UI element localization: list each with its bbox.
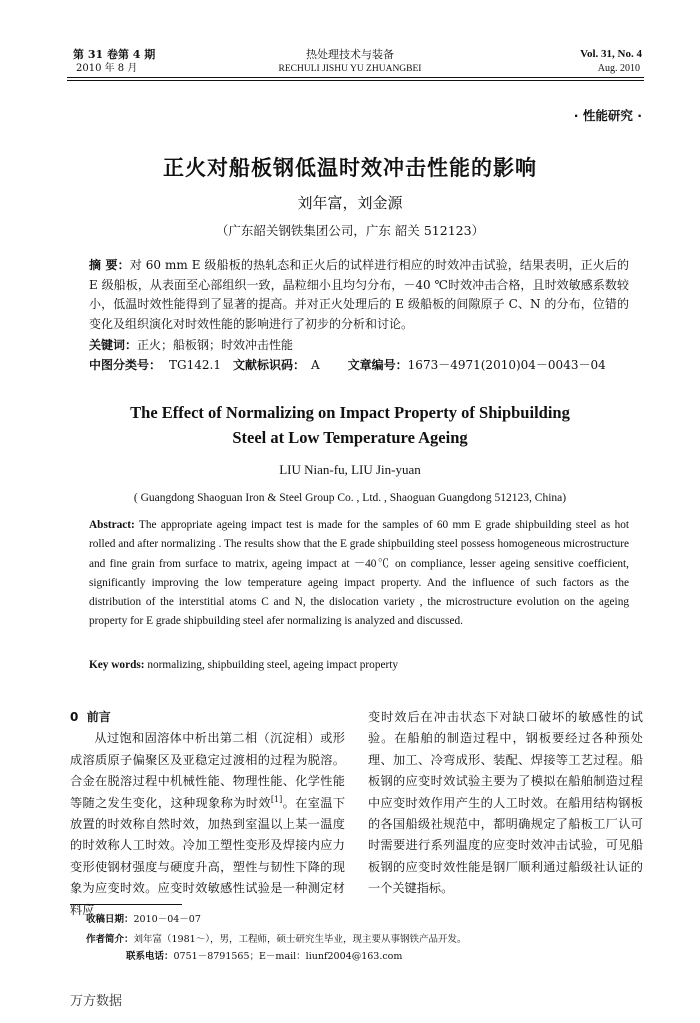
header-date: 2010 年 8 月 xyxy=(76,63,138,74)
contact-value: 0751－8791565；E－mail：liunf2004@163.com xyxy=(173,951,403,962)
received-value: 2010－04－07 xyxy=(133,914,201,925)
footnotes xyxy=(86,912,646,964)
body-right-column xyxy=(368,707,643,900)
keywords-en-text: normalizing, shipbuilding steel, ageing impact property xyxy=(144,659,399,671)
abstract-en xyxy=(89,516,629,632)
header-journal-cn: 热处理技术与装备 xyxy=(306,48,394,61)
abstract-en-text: The appropriate ageing impact test is made for the samples of 60 mm E grade shipbuilding steel as hot rolled and after normalizing . The results show that the E grade shipbuilding steel possess homogeneous microstructure and fine grain from surface to matrix, ageing impact at －40℃ on compliance, lesser ageing sensitive coefficient, significantly improving the low temperature ageing impact property. And the influence of such factors as the distribution of the interstitial atoms C and N, the dislocation variety , the microstructure evolution on the ageing property for E grade shipbuilding steel afer normalizing is analyzed and discussed. xyxy=(89,519,629,628)
clc-label: 中图分类号： xyxy=(89,358,162,372)
header-issue: 第 31 卷第 4 期 xyxy=(73,48,156,61)
doc-code-value: A xyxy=(310,358,320,372)
header-journal-en: RECHULI JISHU YU ZHUANGBEI xyxy=(278,64,422,74)
author-bio-value: 刘年富（1981～），男，工程师，硕士研究生毕业，现主要从事钢铁产品开发。 xyxy=(133,934,467,945)
section-title: 前言 xyxy=(86,710,111,724)
abstract-cn-label: 摘 要： xyxy=(89,258,130,272)
title-en-line2: Steel at Low Temperature Ageing xyxy=(232,428,468,447)
author-bio-line xyxy=(86,932,646,947)
received-line xyxy=(86,912,646,927)
intro-paragraph-1 xyxy=(70,728,345,921)
header-volume: Vol. 31, No. 4 xyxy=(580,48,642,60)
abstract-cn-text: 对 60 mm E 级船板的热轧态和正火后的试样进行相应的时效冲击试验，结果表明，正火后的 E 级船板，从表面至心部组织一致，晶粒细小且均匀分布，－40 ℃时效冲击合格，且时效敏感系数较小，低温时效性能得到了显著的提高。并对正火处理后的 E 级船板的间隙原子 C、N 的分布，位错的变化及组织演化对时效性能的影响进行了初步的分析和讨论。 xyxy=(89,258,629,331)
header-rule xyxy=(67,77,644,78)
section-heading xyxy=(70,707,345,728)
authors-en: LIU Nian-fu, LIU Jin-yuan xyxy=(279,462,421,477)
title-en-line1: The Effect of Normalizing on Impact Property of Shipbuilding xyxy=(130,403,570,422)
title-cn: 正火对船板钢低温时效冲击性能的影响 xyxy=(163,155,537,180)
intro-text-2: 。在室温下放置的时效称自然时效，加热到室温以上某一温度的时效称人工时效。冷加工塑性变形及焊接内应力变形使钢材强度与硬度升高，塑性与韧性下降的现象为应变时效。应变时效敏感性试验是一种测定材料应 xyxy=(70,795,346,917)
classification-line xyxy=(89,356,629,376)
section-number: 0 xyxy=(70,710,79,724)
watermark: 万方数据 xyxy=(70,994,123,1009)
contact-line xyxy=(86,949,646,964)
doc-code-label: 文献标识码： xyxy=(232,358,305,372)
footnote-rule xyxy=(70,904,182,905)
abstract-cn xyxy=(89,256,629,334)
authors-cn: 刘年富，刘金源 xyxy=(297,194,403,212)
author-bio-label: 作者简介： xyxy=(86,934,134,945)
citation-ref: [1] xyxy=(270,794,283,804)
article-no-value: 1673－4971(2010)04－0043－04 xyxy=(407,358,606,372)
abstract-en-label: Abstract: xyxy=(89,519,135,531)
affiliation-cn: （广东韶关钢铁集团公司，广东 韶关 512123） xyxy=(215,223,485,238)
keywords-cn-label: 关键词： xyxy=(89,338,138,352)
article-no-label: 文章编号： xyxy=(347,358,408,372)
header-rule-2 xyxy=(67,80,644,81)
intro-paragraph-continued: 变时效后在冲击状态下对缺口破坏的敏感性的试验。在船舶的制造过程中，钢板要经过各种预处理、加工、冷弯成形、装配、焊接等工艺过程。船板钢的应变时效试验主要为了模拟在船舶制造过程中应变时效作用产生的人工时效。在船用结构钢板的各国船级社规范中，都明确规定了船板工厂认可时需要进行系列温度的应变时效冲击试验，可见船板钢的应变时效性能是钢厂顺利通过船级社认证的一个关键指标。 xyxy=(368,710,643,896)
intro-text-1: 从过饱和固溶体中析出第二相（沉淀相）或形成溶质原子偏聚区及亚稳定过渡相的过程为脱溶。合金在脱溶过程中机械性能、物理性能、化学性能等随之发生变化，这种现象称为时效 xyxy=(70,731,345,810)
keywords-cn xyxy=(89,336,629,356)
section-tag: · 性能研究 · xyxy=(573,108,642,123)
received-label: 收稿日期： xyxy=(86,914,134,925)
body-left-column xyxy=(70,707,345,921)
contact-label: 联系电话： xyxy=(126,951,174,962)
keywords-cn-text: 正火；船板钢；时效冲击性能 xyxy=(137,338,294,352)
keywords-en-label: Key words: xyxy=(89,659,145,671)
keywords-en xyxy=(89,656,629,675)
affiliation-en: ( Guangdong Shaoguan Iron & Steel Group Co. , Ltd. , Shaoguan Guangdong 512123, China) xyxy=(133,492,567,504)
clc-value: TG142.1 xyxy=(169,358,221,372)
header-date-en: Aug. 2010 xyxy=(597,63,640,74)
